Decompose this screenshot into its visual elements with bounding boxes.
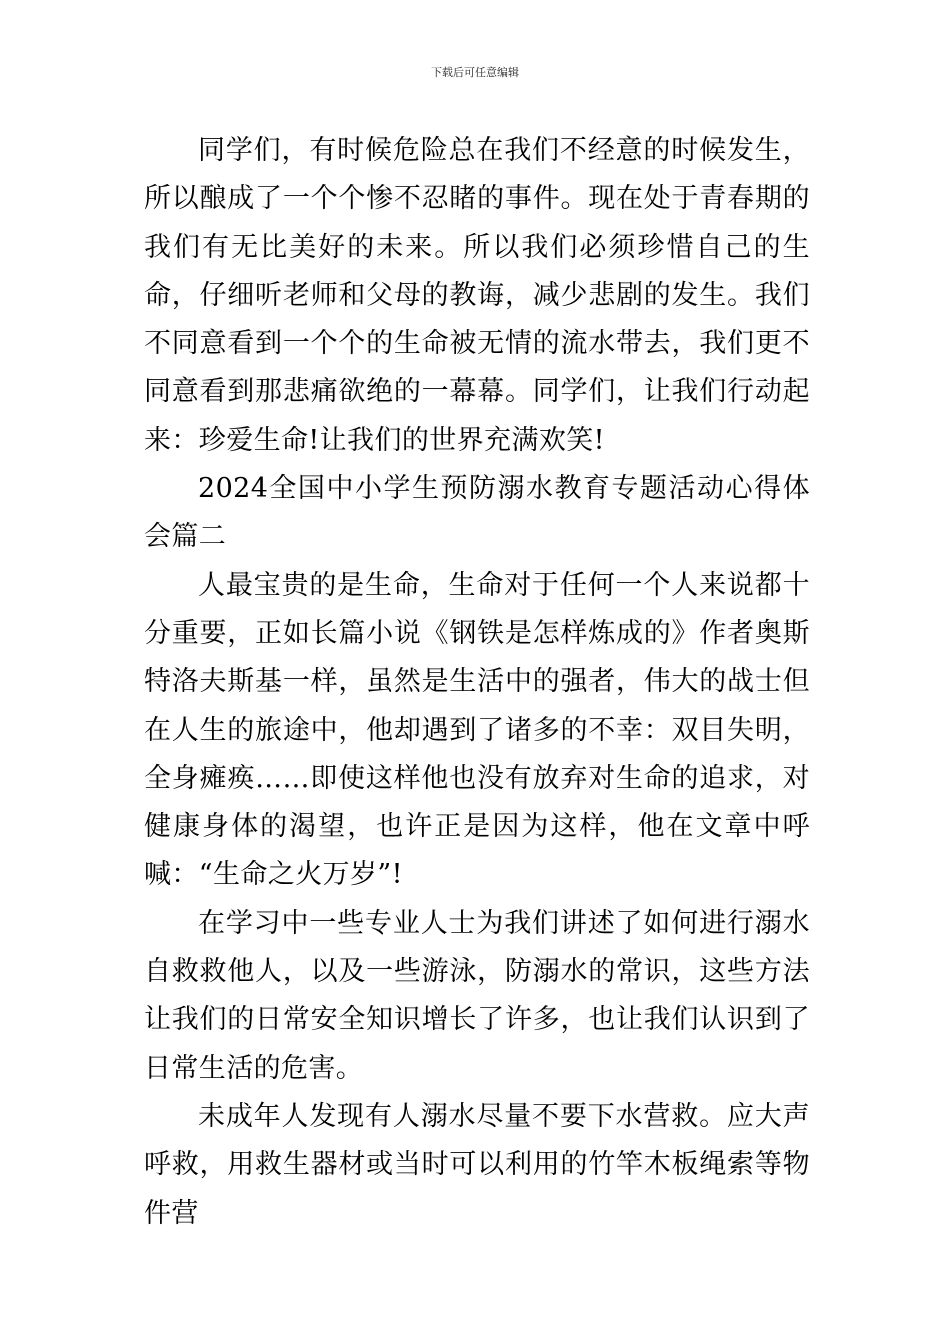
paragraph-4: 未成年人发现有人溺水尽量不要下水营救。应大声呼救，用救生器材或当时可以利用的竹竿木板绳索等物件营: [144, 1100, 810, 1229]
paragraph-1: 同学们，有时候危险总在我们不经意的时候发生，所以酿成了一个个惨不忍睹的事件。现在处于青春期的我们有无比美好的未来。所以我们必须珍惜自己的生命，仔细听老师和父母的教诲，减少悲剧的发生。我们不同意看到一个个的生命被无情的流水带去，我们更不同意看到那悲痛欲绝的一幕幕。同学们，让我们行动起来：珍爱生命!让我们的世界充满欢笑!: [144, 135, 810, 456]
section-heading: 2024全国中小学生预防溺水教育专题活动心得体会篇二: [144, 473, 810, 553]
paragraph-2: 人最宝贵的是生命，生命对于任何一个人来说都十分重要，正如长篇小说《钢铁是怎样炼成的》作者奥斯特洛夫斯基一样，虽然是生活中的强者，伟大的战士但在人生的旅途中，他却遇到了诸多的不幸：双目失明，全身瘫痪……即使这样他也没有放弃对生命的追求，对健康身体的渴望，也许正是因为这样，他在文章中呼喊：“生命之火万岁”!: [144, 569, 810, 891]
document-body: [144, 127, 810, 1238]
paragraph-3: 在学习中一些专业人士为我们讲述了如何进行溺水自救救他人，以及一些游泳，防溺水的常识，这些方法让我们的日常安全知识增长了许多，也让我们认识到了日常生活的危害。: [144, 907, 810, 1084]
page-header-note: 下载后可任意编辑: [431, 66, 519, 79]
